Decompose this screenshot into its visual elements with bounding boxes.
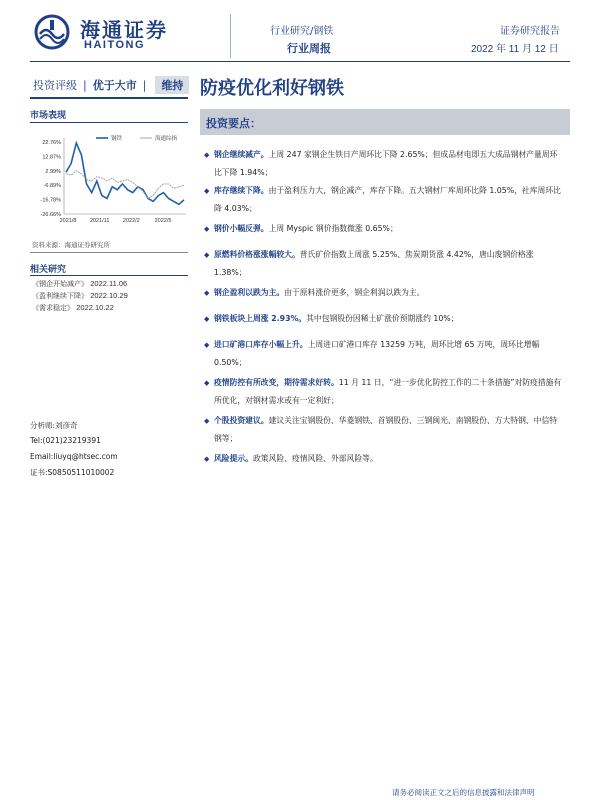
analyst-name: 分析师:刘彦奇 (30, 421, 78, 430)
series-line-index (66, 171, 184, 199)
y-tick-label: 22.76% (42, 140, 61, 146)
x-tick-label: 2022/2 (122, 218, 140, 224)
analyst-tel: Tel:(021)23219391 (30, 436, 101, 445)
related-item[interactable] (32, 291, 128, 301)
y-tick-label: -26.66% (40, 212, 61, 218)
related-item-title: 《钢企开始减产》 (32, 280, 88, 288)
legend-label: 海通综指 (155, 136, 178, 142)
market-performance-chart (30, 132, 190, 232)
diamond-bullet-icon: ◆ (204, 187, 210, 195)
x-tick-label: 2021/11 (89, 218, 110, 224)
key-point-head: 个股投资建议。 (214, 416, 269, 425)
logo-english-name: HAITONG (84, 39, 146, 51)
key-point-text: 上周 Myspic 钢价指数微涨 0.65%； (268, 224, 398, 233)
analyst-email[interactable]: Email:liuyq@htsec.com (30, 452, 118, 461)
key-point-text: 上周 247 家钢企生铁日产周环比下降 2.65%；但成品材电即五大成品钢材产量周环比下降 1.94%； (214, 150, 558, 177)
key-point-text: 其中包钢股份因稀土矿涨价预期涨约 10%； (306, 314, 459, 323)
key-point (204, 182, 564, 218)
key-point-text: 政策风险、疫情风险、外部风险等。 (252, 454, 378, 463)
key-point-head: 进口矿港口库存小幅上升。 (214, 340, 308, 349)
key-point (204, 374, 564, 410)
diamond-bullet-icon: ◆ (204, 455, 210, 463)
report-category: 行业研究/钢铁 (270, 26, 334, 37)
key-point (204, 412, 564, 448)
rating-value: 优于大市 (92, 79, 137, 92)
key-points-heading: 投资要点： (206, 117, 261, 130)
x-tick-label: 2022/5 (154, 218, 172, 224)
chart-source: 资料来源：海通证券研究所 (32, 241, 110, 249)
diamond-bullet-icon: ◆ (204, 341, 210, 349)
disclaimer-footer: 请务必阅读正文之后的信息披露和法律声明 (392, 788, 535, 797)
related-item-date: 2022.11.06 (90, 279, 128, 288)
related-item-title: 《盈利继续下降》 (32, 292, 88, 300)
key-point-text: 由于盈利压力大，钢企减产，库存下降。五大钢材厂库周环比降 1.05%，社库周环比降 4.03%； (214, 186, 561, 213)
related-item[interactable] (32, 303, 114, 313)
rating-box: 投资评级 | 优于大市 | 维持 (30, 75, 189, 95)
diamond-bullet-icon: ◆ (204, 289, 210, 297)
key-point (204, 246, 564, 282)
rating-label: 投资评级 (33, 79, 77, 92)
diamond-bullet-icon: ◆ (204, 251, 210, 259)
page-title: 防疫优化利好钢铁 (200, 78, 344, 99)
y-tick-label: -6.89% (43, 183, 61, 190)
key-point-text: 上周进口矿港口库存 13259 万吨，周环比增 65 万吨，周环比增幅 0.50%； (214, 340, 540, 367)
haitong-logo-icon (34, 14, 70, 50)
key-point-head: 库存继续下降。 (214, 186, 269, 195)
key-point (204, 336, 564, 372)
logo-chinese-name: 海通证券 (80, 18, 168, 42)
key-point-text: 普氏矿价指数上周涨 5.25%、焦炭期货涨 4.42%，唐山废钢价格涨 1.38%； (214, 250, 534, 277)
key-point-text: 由于原料涨价更多，钢企利润以跌为主。 (284, 288, 425, 297)
key-point-head: 原燃料价格涨涨幅较大。 (214, 250, 300, 259)
report-kind: 证券研究报告 (500, 26, 560, 37)
key-point (204, 220, 564, 238)
header-divider (230, 14, 231, 58)
report-type: 行业周报 (287, 42, 331, 55)
legend-label: 钢铁 (111, 136, 123, 142)
diamond-bullet-icon: ◆ (204, 379, 210, 387)
series-line-steel (66, 143, 184, 204)
key-point (204, 284, 564, 302)
key-point-head: 钢价小幅反弹。 (214, 224, 269, 233)
diamond-bullet-icon: ◆ (204, 315, 210, 323)
diamond-bullet-icon: ◆ (204, 151, 210, 159)
related-item[interactable] (32, 279, 127, 289)
related-item-title: 《需求稳定》 (32, 304, 74, 312)
analyst-cert: 证书:S0850511010002 (30, 468, 115, 477)
y-tick-label: 2.99% (45, 168, 61, 175)
x-tick-label: 2021/8 (59, 218, 77, 224)
market-heading: 市场表现 (30, 111, 67, 121)
key-point-head: 钢企盈利以跌为主。 (214, 288, 285, 297)
source-rule (30, 252, 188, 253)
key-point (204, 310, 564, 328)
related-heading-rule (30, 275, 188, 276)
key-point (204, 146, 564, 182)
key-point (204, 450, 564, 468)
key-point-head: 钢企继续减产。 (214, 150, 269, 159)
key-point-head: 疫情防控有所改变，期待需求好转。 (214, 378, 339, 387)
market-heading-rule (30, 122, 188, 123)
key-point-head: 钢铁板块上周涨 2.93%。 (214, 314, 307, 323)
related-item-date: 2022.10.29 (90, 291, 128, 300)
y-tick-label: -16.78% (40, 197, 61, 204)
key-point-head: 风险提示。 (214, 454, 253, 463)
header-rule (30, 61, 570, 62)
related-heading: 相关研究 (30, 265, 67, 275)
y-tick-label: 12.87% (42, 154, 61, 161)
key-point-text: 11 月 11 日，“进一步优化防控工作的二十条措施”对防疫措施有所优化，对钢材需求或有一定利好； (214, 378, 562, 405)
rating-status-badge: 维持 (155, 76, 189, 94)
diamond-bullet-icon: ◆ (204, 417, 210, 425)
report-date: 2022 年 11 月 12 日 (471, 44, 559, 55)
key-point-text: 建议关注宝钢股份、华菱钢铁、首钢股份、三钢闽光、南钢股份、方大特钢、中信特钢等； (214, 416, 558, 443)
diamond-bullet-icon: ◆ (204, 225, 210, 233)
related-item-date: 2022.10.22 (76, 303, 114, 312)
